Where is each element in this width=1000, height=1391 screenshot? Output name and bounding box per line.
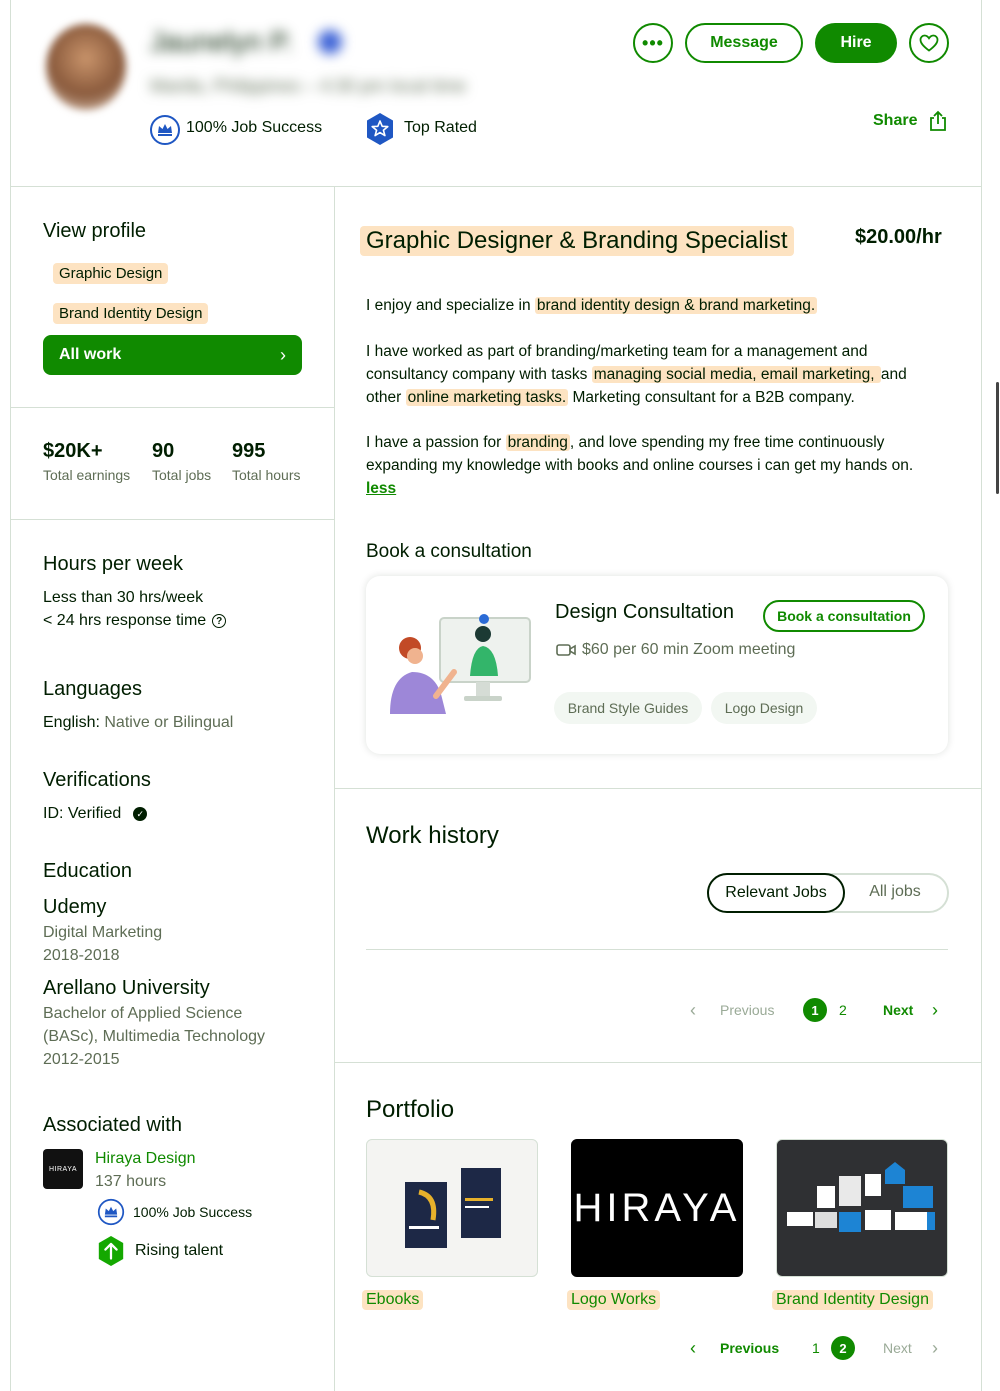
overview-text: , and love spending my free time continuously [569, 434, 885, 451]
degree-text: Digital Marketing [43, 924, 163, 941]
education-years: 2018-2018 [43, 947, 120, 964]
video-camera-icon [556, 643, 576, 657]
hire-button[interactable]: Hire [815, 23, 897, 63]
share-icon [927, 110, 949, 132]
rising-talent-icon [96, 1235, 126, 1272]
less-link[interactable]: less [366, 480, 397, 497]
stat-jobs [152, 440, 211, 483]
job-success-icon [149, 114, 181, 151]
agency-name-link[interactable]: Hiraya Design [95, 1150, 196, 1167]
language-level: Native or Bilingual [104, 714, 234, 731]
portfolio-title-brand-identity[interactable]: Brand Identity Design [772, 1290, 933, 1310]
languages-title: Languages [43, 678, 142, 700]
help-icon[interactable]: ? [212, 614, 226, 628]
education-title: Education [43, 860, 132, 882]
agency-logo-text: HIRAYA [48, 1165, 78, 1173]
sidebar-divider-1 [10, 407, 334, 408]
hours-per-week-title: Hours per week [43, 553, 184, 575]
portfolio-logo-text: HIRAYA [573, 1185, 741, 1230]
response-time [43, 612, 226, 630]
portfolio-title-logo-works[interactable]: Logo Works [567, 1290, 660, 1310]
stat-earnings [43, 440, 130, 483]
pager-previous[interactable]: Previous [720, 1002, 775, 1018]
work-history-title: Work history [366, 822, 499, 849]
view-profile-title: View profile [43, 220, 147, 242]
profile-title [360, 226, 794, 256]
agency-logo[interactable] [43, 1149, 83, 1189]
stat-label: Total hours [232, 467, 301, 483]
sidebar-divider-2 [10, 519, 334, 520]
overview-highlight: managing social media, email marketing, [593, 366, 879, 383]
overview-text: and [880, 366, 907, 383]
profile-link-brand-identity[interactable]: Brand Identity Design [53, 303, 208, 324]
education-item-arellano [43, 977, 265, 1071]
consultation-details [556, 641, 795, 659]
portfolio-thumb-ebooks[interactable] [366, 1139, 538, 1277]
pager-next[interactable]: Next [883, 1002, 914, 1018]
section-divider [334, 1062, 982, 1063]
profile-title-text: Graphic Designer & Branding Specialist [366, 227, 788, 254]
chevron-right-icon: › [280, 344, 286, 365]
consultation-illustration [388, 610, 533, 725]
consultation-tag[interactable]: Brand Style Guides [554, 692, 702, 724]
stat-label: Total earnings [43, 467, 131, 483]
overview-paragraph-2 [366, 340, 946, 409]
education-years: 2012-2015 [43, 1051, 120, 1068]
top-rated-label: Top Rated [404, 119, 477, 136]
all-work-label: All work [59, 346, 122, 363]
id-verified [43, 805, 147, 823]
response-time-text: < 24 hrs response time [43, 612, 207, 629]
overview-line [366, 386, 946, 409]
overview-text: Marketing consultant for a B2B company. [568, 389, 855, 406]
overview-line: I have worked as part of branding/marketing team for a management and [366, 343, 868, 360]
consultation-price: $60 per 60 min Zoom meeting [582, 641, 796, 658]
consultation-title: Design Consultation [555, 601, 734, 623]
portfolio-title: Portfolio [366, 1096, 455, 1123]
share-label: Share [873, 112, 918, 129]
overview-text: consultancy company with tasks [366, 366, 592, 383]
pager-prev-icon[interactable]: ‹ [690, 1000, 696, 1020]
pager-page-1[interactable]: 1 [803, 998, 827, 1022]
rising-talent-label: Rising talent [135, 1242, 224, 1259]
job-success-label: 100% Job Success [186, 119, 323, 136]
section-divider [334, 788, 982, 789]
overview-text: I have a passion for [366, 434, 506, 451]
pager-page-2[interactable]: 2 [839, 1002, 847, 1018]
pager2-previous[interactable]: Previous [720, 1340, 780, 1356]
book-consultation-button[interactable]: Book a consultation [763, 600, 925, 632]
language-name: English: [43, 714, 100, 731]
scrollbar-thumb[interactable] [996, 382, 999, 494]
portfolio-thumb-logo-works[interactable] [571, 1139, 743, 1277]
overview-text: I enjoy and specialize in [366, 297, 535, 314]
pager2-next[interactable]: Next [883, 1340, 912, 1356]
header-divider [10, 186, 982, 187]
education-item-udemy [43, 896, 162, 967]
agency-job-success: 100% Job Success [133, 1204, 253, 1220]
overview-highlight: brand identity design & brand marketing. [536, 297, 816, 314]
pager2-page-2[interactable]: 2 [831, 1336, 855, 1360]
save-favorite-button[interactable] [909, 23, 949, 63]
stat-value: $20K+ [43, 440, 103, 462]
overview-line [366, 363, 946, 386]
more-options-button[interactable] [633, 23, 673, 63]
overview-paragraph-1 [366, 294, 946, 317]
freelancer-name: Jaunelyn P. [150, 26, 293, 57]
overview-highlight: branding [507, 434, 568, 451]
work-history-divider [366, 949, 948, 950]
consultation-heading: Book a consultation [366, 541, 532, 562]
degree-text: Bachelor of Applied Science [43, 1005, 243, 1022]
overview-line [366, 431, 946, 454]
stat-value: 995 [232, 440, 266, 462]
hours-per-week-value: Less than 30 hrs/week [43, 589, 204, 606]
overview-paragraph-3 [366, 431, 946, 500]
pager2-page-1[interactable]: 1 [812, 1340, 820, 1356]
tab-relevant-jobs[interactable]: Relevant Jobs [707, 873, 845, 913]
school-name: Arellano University [43, 977, 210, 999]
tab-all-jobs[interactable]: All jobs [869, 883, 921, 900]
hourly-rate: $20.00/hr [855, 226, 942, 248]
location-text: Manila, Philippines – 4:30 pm local time [150, 76, 467, 96]
avatar[interactable] [46, 24, 126, 110]
ellipsis-icon: ••• [642, 33, 664, 53]
agency-job-success-icon [97, 1198, 125, 1231]
verified-check-icon: ✓ [133, 807, 147, 821]
stat-value: 90 [152, 440, 175, 462]
share-link[interactable] [873, 110, 949, 132]
top-rated-icon [364, 112, 396, 151]
overview-line: expanding my knowledge with books and online courses i can get my hands on. [366, 457, 914, 474]
message-button[interactable]: Message [685, 23, 803, 63]
language-entry [43, 714, 233, 732]
degree-text-cont: (BASc), Multimedia Technology [43, 1028, 266, 1045]
all-work-button[interactable] [43, 335, 302, 375]
associated-with-title: Associated with [43, 1114, 182, 1136]
portfolio-thumb-brand-identity[interactable] [776, 1139, 948, 1277]
overview-text: other [366, 389, 406, 406]
profile-link-graphic-design[interactable]: Graphic Design [53, 263, 168, 284]
consultation-tag[interactable]: Logo Design [711, 692, 817, 724]
id-verified-text: ID: Verified [43, 805, 122, 822]
pager-next-icon[interactable]: › [932, 1000, 938, 1020]
stat-hours [232, 440, 300, 483]
portfolio-title-ebooks[interactable]: Ebooks [362, 1290, 423, 1310]
stat-label: Total jobs [152, 467, 212, 483]
verified-icon [318, 30, 342, 54]
agency-hours: 137 hours [95, 1173, 167, 1190]
heart-icon [919, 34, 939, 52]
pager2-next-icon[interactable]: › [932, 1338, 938, 1358]
pager2-prev-icon[interactable]: ‹ [690, 1338, 696, 1358]
school-name: Udemy [43, 896, 107, 918]
overview-highlight: online marketing tasks. [407, 389, 567, 406]
verifications-title: Verifications [43, 769, 151, 791]
